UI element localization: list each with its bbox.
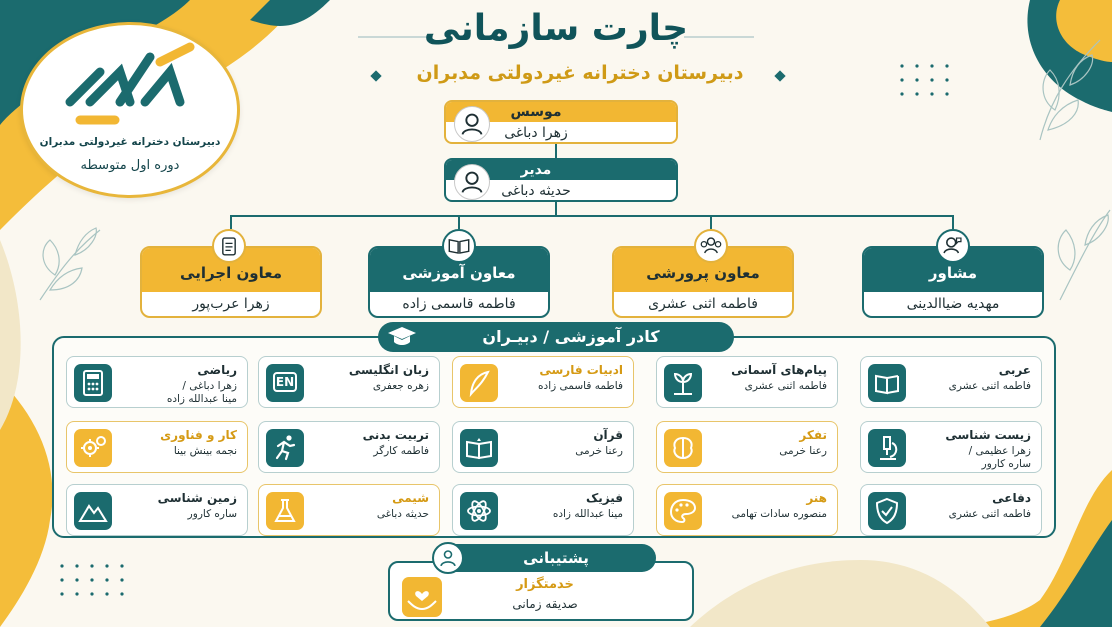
support-name: صدیقه زمانی xyxy=(512,597,578,611)
graduation-cap-icon xyxy=(386,323,418,351)
teacher-subject: زیست شناسی xyxy=(945,428,1031,442)
teacher-card xyxy=(656,356,838,408)
teacher-name: حدیثه دباغی xyxy=(376,508,429,520)
advisor-icon xyxy=(936,229,970,263)
sprout-icon xyxy=(664,364,702,402)
teacher-card xyxy=(66,484,248,536)
teacher-names xyxy=(913,380,1031,393)
page-title: چارت سازمانی xyxy=(423,8,689,49)
teacher-name: فاطمه اثنی عشری xyxy=(948,380,1031,392)
clipboard-icon xyxy=(212,229,246,263)
quill-icon xyxy=(460,364,498,402)
atom-icon xyxy=(460,492,498,530)
english-icon-label: EN xyxy=(275,375,295,389)
teacher-subject: زبان انگلیسی xyxy=(348,363,429,377)
teacher-names xyxy=(311,380,429,393)
teacher-card xyxy=(860,484,1042,536)
director-person-icon xyxy=(454,164,490,200)
runner-icon xyxy=(266,429,304,467)
teacher-name: فاطمه اثنی عشری xyxy=(948,508,1031,520)
teacher-names xyxy=(505,380,623,393)
teacher-names xyxy=(311,445,429,458)
mountain-icon xyxy=(74,492,112,530)
founder-role: موسس xyxy=(446,102,676,122)
support-heading: پشتیبانی xyxy=(436,544,656,572)
connector-deputies-bar xyxy=(230,215,954,217)
teacher-card xyxy=(258,484,440,536)
deputy-name: فاطمه قاسمی زاده xyxy=(402,296,516,312)
logo-school-level: دوره اول متوسطه xyxy=(80,158,180,173)
teacher-card xyxy=(258,421,440,473)
teacher-subject: قرآن xyxy=(593,428,623,442)
founder-person-icon xyxy=(454,106,490,142)
teacher-card xyxy=(66,421,248,473)
teacher-name: منصوره سادات تهامی xyxy=(731,508,827,520)
teacher-names xyxy=(505,508,623,521)
teacher-subject: هنر xyxy=(806,491,827,505)
teacher-name: رعنا خرمی xyxy=(779,445,827,457)
teacher-subject: دفاعی xyxy=(992,491,1031,505)
deputy-name: فاطمه اثنی عشری xyxy=(648,296,758,312)
teacher-card xyxy=(452,421,634,473)
deputy-name: مهدیه ضیاالدینی xyxy=(906,296,1000,312)
shield-icon xyxy=(868,492,906,530)
teacher-card xyxy=(452,484,634,536)
deputy-role: معاون پرورشی xyxy=(614,248,792,292)
teacher-name: مینا عبدالله زاده xyxy=(552,508,623,520)
brand-logo-mark xyxy=(60,42,200,134)
quran-icon xyxy=(460,429,498,467)
teacher-names xyxy=(311,508,429,521)
teacher-names xyxy=(119,445,237,458)
teacher-names xyxy=(709,380,827,393)
teacher-subject: زمین شناسی xyxy=(157,491,237,505)
calculator-icon xyxy=(74,364,112,402)
teacher-card xyxy=(656,421,838,473)
connector-director-trunk xyxy=(555,202,557,216)
open-book-icon xyxy=(868,364,906,402)
caring-hands-icon xyxy=(402,577,442,617)
teacher-name: نجمه بینش بینا xyxy=(173,445,237,457)
connector-drop-1 xyxy=(230,215,232,229)
teacher-name: زهرا دباغی / xyxy=(182,380,237,392)
deputy-name: زهرا عرب‌پور xyxy=(192,296,270,312)
deputy-role: معاون آموزشی xyxy=(370,248,548,292)
teacher-names xyxy=(913,445,1031,471)
gears-icon xyxy=(74,429,112,467)
microscope-icon xyxy=(868,429,906,467)
teacher-subject: پیام‌های آسمانی xyxy=(731,363,827,377)
support-role: خدمتگزار xyxy=(516,577,574,592)
director-name: حدیثه دباغی xyxy=(501,183,571,199)
teacher-names xyxy=(709,508,827,521)
founder-name: زهرا دباغی xyxy=(504,125,568,141)
palette-icon xyxy=(664,492,702,530)
teacher-names xyxy=(913,508,1031,521)
connector-founder-director xyxy=(555,144,557,158)
brain-icon xyxy=(664,429,702,467)
teacher-card xyxy=(860,421,1042,473)
teacher-name: زهره جعفری xyxy=(372,380,429,392)
teacher-card xyxy=(258,356,440,408)
teacher-name: فاطمه قاسمی زاده xyxy=(538,380,623,392)
group-icon xyxy=(694,229,728,263)
teacher-name: ساره کارور xyxy=(981,458,1031,470)
director-card xyxy=(444,158,678,202)
teacher-name: ساره کارور xyxy=(187,508,237,520)
teacher-names xyxy=(505,445,623,458)
teacher-subject: تربیت بدنی xyxy=(362,428,429,442)
teachers-heading: کادر آموزشی / دبیـران xyxy=(378,322,734,352)
deputy-role: معاون اجرایی xyxy=(142,248,320,292)
teacher-name: مینا عبدالله زاده xyxy=(166,393,237,405)
deputy-role: مشاور xyxy=(864,248,1042,292)
director-role: مدیر xyxy=(446,160,676,180)
flask-icon xyxy=(266,492,304,530)
teacher-subject: فیزیک xyxy=(585,491,623,505)
connector-drop-2 xyxy=(458,215,460,229)
teacher-name: رعنا خرمی xyxy=(575,445,623,457)
teacher-name: فاطمه کارگر xyxy=(373,445,429,457)
teacher-names xyxy=(119,508,237,521)
teacher-subject: کار و فناوری xyxy=(160,428,237,442)
teacher-card xyxy=(66,356,248,408)
teacher-name: فاطمه اثنی عشری xyxy=(744,380,827,392)
connector-drop-3 xyxy=(710,215,712,229)
teacher-subject: ادبیات فارسی xyxy=(539,363,623,377)
teacher-subject: ریاضی xyxy=(197,363,237,377)
teacher-name: زهرا عظیمی / xyxy=(968,445,1031,457)
support-group-icon xyxy=(432,542,464,574)
teacher-card xyxy=(452,356,634,408)
english-icon xyxy=(266,364,304,402)
founder-card xyxy=(444,100,678,144)
teacher-subject: تفکر xyxy=(799,428,827,442)
teacher-card xyxy=(860,356,1042,408)
teacher-card xyxy=(656,484,838,536)
book-icon xyxy=(442,229,476,263)
teacher-subject: عربی xyxy=(998,363,1031,377)
teacher-names xyxy=(119,380,237,406)
connector-drop-4 xyxy=(952,215,954,229)
logo-school-name: دبیرستان دخترانه غیردولتی مدبران xyxy=(39,136,221,148)
teacher-subject: شیمی xyxy=(392,491,429,505)
page-subtitle: دبیرستان دخترانه غیردولتی مدبران xyxy=(416,62,744,84)
teacher-names xyxy=(709,445,827,458)
